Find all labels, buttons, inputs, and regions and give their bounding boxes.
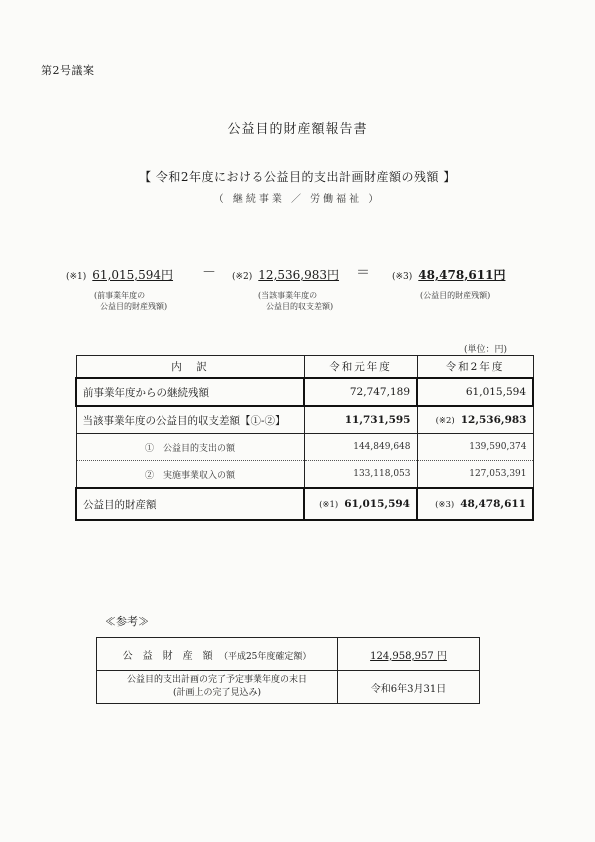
row-value-curr: (※2) 12,536,983 <box>417 406 533 434</box>
equation-term-b <box>232 266 339 283</box>
row-value-prev: 144,849,648 <box>304 434 417 461</box>
row-value-prev: 72,747,189 <box>304 378 417 406</box>
term-c-caption: (公益目的財産残額) <box>420 291 491 300</box>
table-row <box>97 638 480 671</box>
row-value-curr: 61,015,594 <box>417 378 533 406</box>
row-value-prev: (※1) 61,015,594 <box>304 488 417 520</box>
business-category: （ 継続事業 ／ 労働福祉 ） <box>213 194 382 205</box>
table-row <box>76 434 533 461</box>
term-b-caption: (当該事業年度の 公益目的収支差額) <box>258 291 334 311</box>
header-breakdown: 内 訳 <box>76 356 304 379</box>
term-a-tag: (※1) <box>66 272 87 282</box>
table-header-row <box>76 356 533 379</box>
term-a-caption: (前事業年度の 公益目的財産残額) <box>94 291 168 311</box>
minus-sign: － <box>202 265 216 281</box>
reference-table <box>96 637 480 704</box>
completion-date-value: 令和6年3月31日 <box>338 671 480 704</box>
row-value-curr: (※3) 48,478,611 <box>417 488 533 520</box>
header-prev-year: 令和元年度 <box>304 356 417 379</box>
term-c-tag: (※3) <box>392 272 413 282</box>
row-value-curr: 139,590,374 <box>417 434 533 461</box>
row-label: 前事業年度からの継続残額 <box>76 378 304 406</box>
completion-date-label: 公益目的支出計画の完了予定事業年度の末日 (計画上の完了見込み) <box>97 671 338 704</box>
row-value-prev: 11,731,595 <box>304 406 417 434</box>
row-value-curr: 127,053,391 <box>417 461 533 489</box>
unit-label: (単位：円) <box>463 345 507 355</box>
balance-table <box>75 355 534 521</box>
page-title: 公益目的財産額報告書 <box>227 122 368 137</box>
term-b-value: 12,536,983円 <box>258 268 340 282</box>
term-c-value: 48,478,611円 <box>418 268 506 282</box>
term-a-value: 61,015,594円 <box>92 268 174 282</box>
table-row <box>76 378 533 406</box>
row-label: 当該事業年度の公益目的収支差額【①-②】 <box>76 406 304 434</box>
table-row <box>76 488 533 520</box>
row-label: ① 公益目的支出の額 <box>76 434 304 461</box>
row-label: ② 実施事業収入の額 <box>76 461 304 489</box>
public-asset-label: 公 益 財 産 額 （平成25年度確定額） <box>97 638 338 671</box>
table-row <box>76 461 533 489</box>
page-subtitle: 【 令和2年度における公益目的支出計画財産額の残額 】 <box>139 170 456 184</box>
equation-term-a <box>66 266 173 283</box>
header-curr-year: 令和2年度 <box>417 356 533 379</box>
equation-term-c <box>392 266 505 283</box>
row-label: 公益目的財産額 <box>76 488 304 520</box>
equals-sign: ＝ <box>356 265 370 281</box>
row-value-prev: 133,118,053 <box>304 461 417 489</box>
term-b-tag: (※2) <box>232 272 253 282</box>
table-row <box>76 406 533 434</box>
document-label: 第2号議案 <box>41 64 95 77</box>
reference-title: ≪参考≫ <box>105 615 149 628</box>
public-asset-value: 124,958,957 円 <box>338 638 480 671</box>
table-row <box>97 671 480 704</box>
